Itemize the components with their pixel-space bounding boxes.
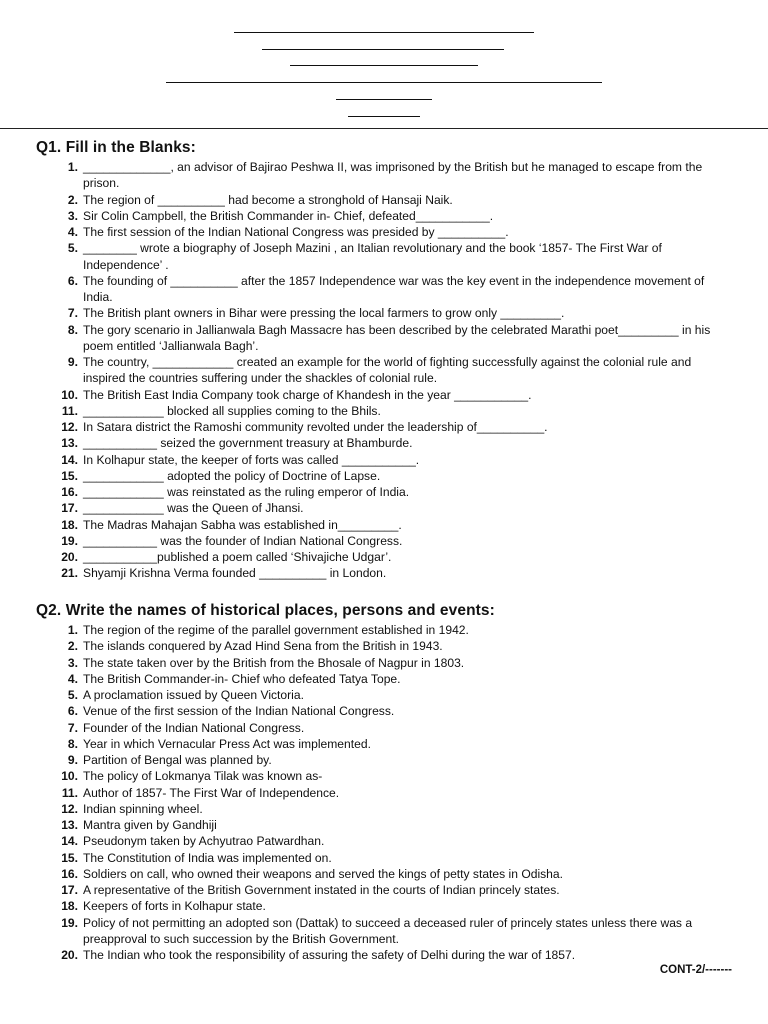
question-number: 1. <box>67 160 78 174</box>
q2-question-item <box>0 833 768 849</box>
q1-question-item <box>0 159 768 192</box>
question-number: 15. <box>61 850 78 865</box>
question-number: 12. <box>61 420 78 434</box>
question-number: 11. <box>61 785 78 800</box>
question-text: The gory scenario in Jallianwala Bagh Massacre has been described by the celebrated Marathi poet_________ in his poem entitled ‘Jallianwala Bagh’. <box>83 322 711 353</box>
q1-question-item <box>0 387 768 403</box>
q1-question-item <box>0 224 768 240</box>
q2-title: Q2. Write the names of historical places, persons and events: <box>36 602 495 619</box>
question-text: Policy of not permitting an adopted son (Dattak) to succeed a deceased ruler of princely states unless there was a preapproval to such succession by the British Government. <box>83 915 693 946</box>
q2-question-item <box>0 915 768 948</box>
q2-question-item <box>0 671 768 687</box>
question-text: Soldiers on call, who owned their weapons and served the kings of petty states in Odisha. <box>83 866 563 881</box>
question-text: _____________, an advisor of Bajirao Peshwa II, was imprisoned by the British but he managed to escape from the prison. <box>83 160 703 191</box>
question-number: 6. <box>67 273 78 288</box>
question-text: The region of __________ had become a stronghold of Hansaji Naik. <box>83 192 453 207</box>
q1-question-item <box>0 305 768 321</box>
question-number: 14. <box>61 452 78 467</box>
q2-question-item <box>0 703 768 719</box>
q1-title: Q1. Fill in the Blanks: <box>36 139 196 156</box>
question-number: 18. <box>61 517 78 532</box>
question-number: 8. <box>67 322 78 337</box>
question-text: ________ wrote a biography of Joseph Mazini , an Italian revolutionary and the book ‘1857- The First War of Independence’ . <box>83 241 662 272</box>
question-text: The Constitution of India was implemented on. <box>83 850 332 865</box>
question-number: 20. <box>61 550 78 564</box>
question-number: 7. <box>67 306 78 321</box>
header-divider <box>0 128 768 129</box>
q1-question-item <box>0 565 768 581</box>
question-number: 18. <box>61 899 78 914</box>
question-text: In Kolhapur state, the keeper of forts was called ___________. <box>83 452 420 467</box>
question-number: 13. <box>61 818 78 832</box>
q1-question-item <box>0 549 768 565</box>
question-text: Year in which Vernacular Press Act was implemented. <box>83 736 371 751</box>
q2-question-item <box>0 866 768 882</box>
q1-question-item <box>0 208 768 224</box>
header-blank-line-6 <box>348 116 420 117</box>
question-text: The Indian who took the responsibility of assuring the safety of Delhi during the war of 1857. <box>83 948 576 962</box>
header-blank-line-2 <box>262 49 504 50</box>
question-text: Founder of the Indian National Congress. <box>83 720 305 735</box>
header-blank-line-5 <box>336 99 432 100</box>
q2-question-item <box>0 898 768 914</box>
question-number: 7. <box>67 720 78 735</box>
q1-question-item <box>0 240 768 273</box>
q2-question-item <box>0 622 768 638</box>
q2-question-item <box>0 947 768 963</box>
question-number: 21. <box>61 566 78 581</box>
question-number: 4. <box>67 671 78 686</box>
header-blank-line-1 <box>234 32 534 33</box>
question-number: 2. <box>67 639 78 654</box>
q1-question-item <box>0 533 768 549</box>
question-text: Shyamji Krishna Verma founded __________ in London. <box>83 566 387 581</box>
q1-question-list <box>0 159 768 582</box>
question-text: A representative of the British Government instated in the courts of Indian princely states. <box>83 883 560 897</box>
question-text: Pseudonym taken by Achyutrao Patwardhan. <box>83 834 325 849</box>
q2-question-item <box>0 785 768 801</box>
question-number: 4. <box>67 225 78 239</box>
header-blank-line-3 <box>290 65 478 66</box>
question-number: 17. <box>61 501 78 516</box>
q2-question-item <box>0 801 768 817</box>
question-text: In Satara district the Ramoshi community revolted under the leadership of__________. <box>83 420 548 434</box>
question-text: ___________published a poem called ‘Shivajiche Udgar’. <box>83 550 392 564</box>
question-text: ____________ adopted the policy of Doctrine of Lapse. <box>83 468 381 483</box>
q2-question-item <box>0 736 768 752</box>
question-number: 14. <box>61 834 78 849</box>
q2-question-item <box>0 655 768 671</box>
q1-question-item <box>0 468 768 484</box>
q1-question-item <box>0 484 768 500</box>
q2-question-item <box>0 687 768 703</box>
question-number: 17. <box>61 883 78 897</box>
question-text: ___________ was the founder of Indian National Congress. <box>83 533 403 548</box>
question-number: 13. <box>61 436 78 451</box>
question-number: 9. <box>67 753 78 767</box>
question-text: Indian spinning wheel. <box>83 801 203 816</box>
q1-question-item <box>0 192 768 208</box>
q1-question-item <box>0 452 768 468</box>
question-number: 12. <box>61 801 78 816</box>
question-number: 8. <box>67 736 78 751</box>
question-text: Partition of Bengal was planned by. <box>83 753 272 767</box>
q1-question-item <box>0 500 768 516</box>
question-number: 3. <box>67 208 78 223</box>
question-text: Author of 1857- The First War of Independence. <box>83 785 340 800</box>
question-number: 5. <box>67 241 78 256</box>
header-blank-line-4 <box>166 82 602 83</box>
question-text: A proclamation issued by Queen Victoria. <box>83 688 304 702</box>
question-text: ____________ was the Queen of Jhansi. <box>83 501 304 516</box>
q1-question-item <box>0 273 768 306</box>
question-number: 3. <box>67 655 78 670</box>
q2-question-list <box>0 622 768 963</box>
q2-question-item <box>0 752 768 768</box>
question-text: The British Commander-in- Chief who defeated Tatya Tope. <box>83 671 401 686</box>
q1-question-item <box>0 354 768 387</box>
q2-question-item <box>0 850 768 866</box>
question-number: 16. <box>61 485 78 499</box>
q1-question-item <box>0 403 768 419</box>
question-number: 19. <box>61 533 78 548</box>
question-text: The state taken over by the British from the Bhosale of Nagpur in 1803. <box>83 655 465 670</box>
question-text: ____________ was reinstated as the ruling emperor of India. <box>83 485 410 499</box>
question-text: The country, ____________ created an example for the world of fighting successfully against the colonial rule and inspired the countries suffering under the shackles of colonial rule. <box>83 355 692 386</box>
q1-question-item <box>0 322 768 355</box>
q1-question-item <box>0 435 768 451</box>
question-text: ___________ seized the government treasury at Bhamburde. <box>83 436 413 451</box>
question-number: 10. <box>61 387 78 402</box>
question-number: 10. <box>61 769 78 784</box>
question-text: The islands conquered by Azad Hind Sena from the British in 1943. <box>83 639 443 654</box>
question-text: The Madras Mahajan Sabha was established in_________. <box>83 517 402 532</box>
question-text: The British plant owners in Bihar were pressing the local farmers to grow only _________. <box>83 306 565 321</box>
question-text: ____________ blocked all supplies coming to the Bhils. <box>83 403 381 418</box>
q2-question-item <box>0 768 768 784</box>
question-number: 2. <box>67 192 78 207</box>
question-number: 16. <box>61 866 78 881</box>
question-number: 19. <box>61 915 78 930</box>
question-text: The policy of Lokmanya Tilak was known as- <box>83 769 323 784</box>
question-text: The region of the regime of the parallel government established in 1942. <box>83 623 469 637</box>
question-number: 15. <box>61 468 78 483</box>
q2-question-item <box>0 638 768 654</box>
question-text: Sir Colin Campbell, the British Commander in- Chief, defeated___________. <box>83 208 494 223</box>
continuation-note: CONT-2/------- <box>659 964 732 976</box>
question-text: Mantra given by Gandhiji <box>83 818 217 832</box>
question-number: 20. <box>61 948 78 962</box>
question-number: 1. <box>67 623 78 637</box>
question-number: 9. <box>67 355 78 369</box>
q2-question-item <box>0 817 768 833</box>
question-text: Venue of the first session of the Indian National Congress. <box>83 704 395 719</box>
question-number: 6. <box>67 704 78 719</box>
q1-question-item <box>0 419 768 435</box>
q2-question-item <box>0 720 768 736</box>
question-number: 11. <box>61 403 78 418</box>
question-number: 5. <box>67 688 78 702</box>
question-text: The British East India Company took charge of Khandesh in the year ___________. <box>83 387 532 402</box>
q1-question-item <box>0 517 768 533</box>
q2-question-item <box>0 882 768 898</box>
question-text: Keepers of forts in Kolhapur state. <box>83 899 266 914</box>
question-text: The founding of __________ after the 1857 Independence war was the key event in the independence movement of India. <box>83 273 705 304</box>
question-text: The first session of the Indian National Congress was presided by __________. <box>83 225 509 239</box>
